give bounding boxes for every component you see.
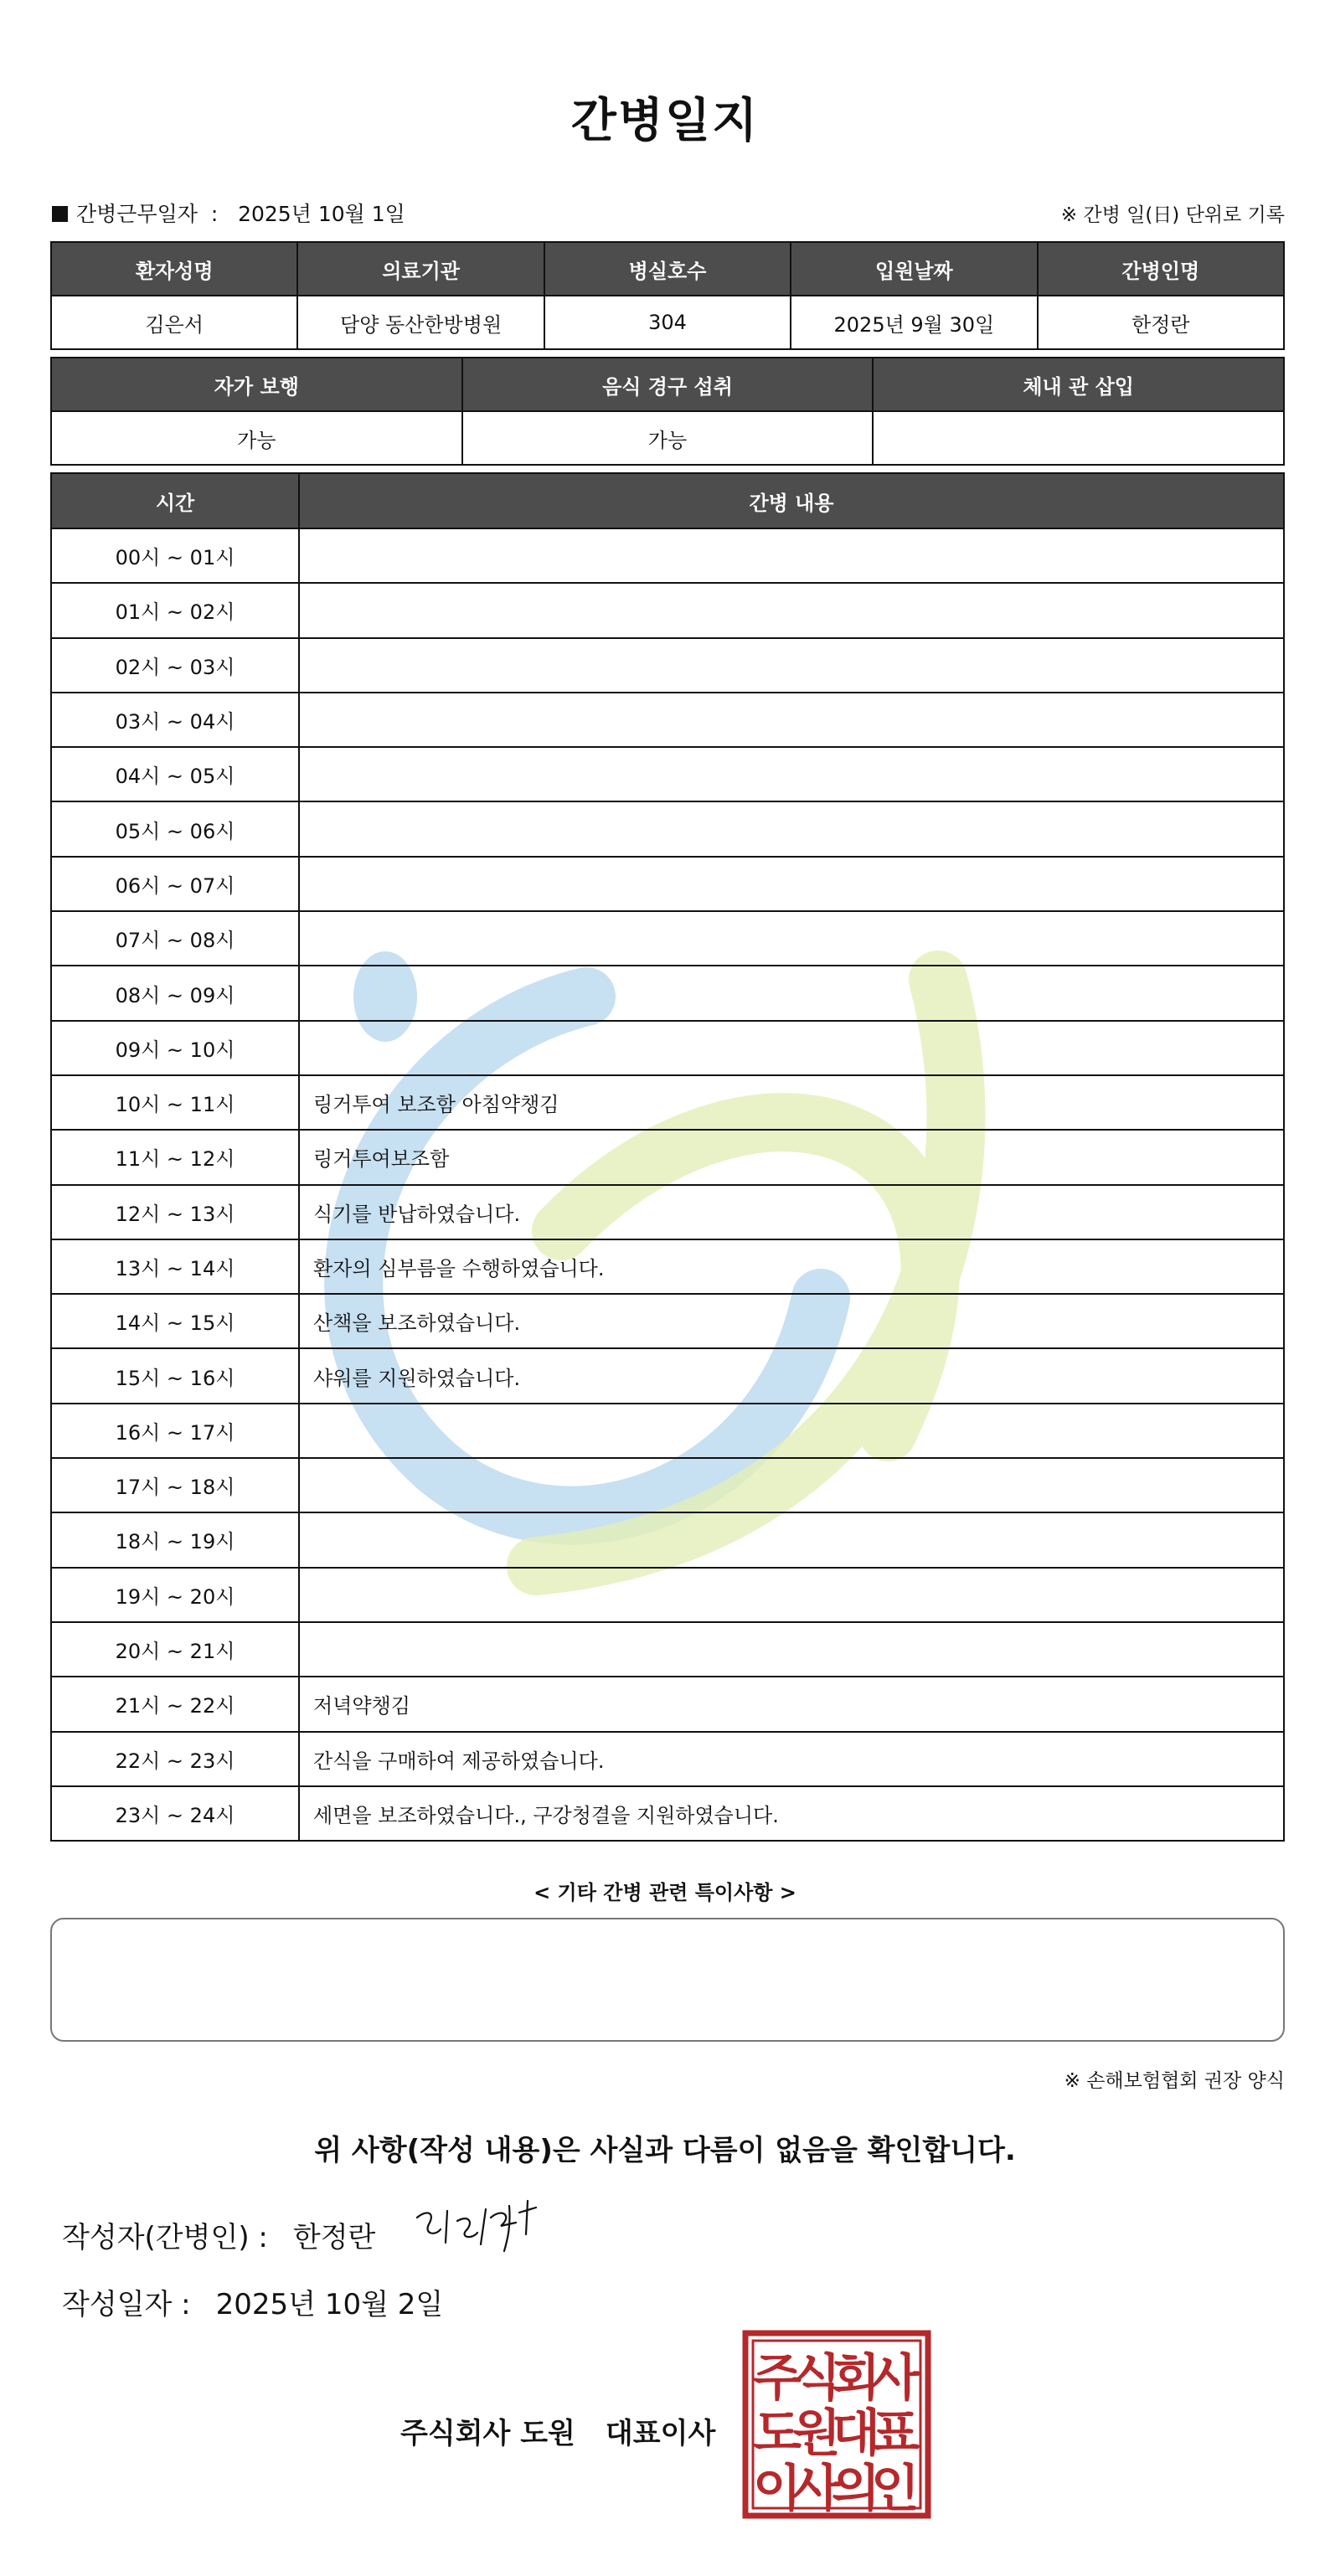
care-content-cell: 산책을 보조하였습니다.: [299, 1294, 1284, 1348]
written-date-value: 2025년 10월 2일: [215, 2288, 444, 2321]
time-cell: 22시 ~ 23시: [51, 1732, 299, 1786]
table-row: [51, 1622, 1284, 1677]
company-seal: [742, 2330, 931, 2519]
header-admission-date: 입원날짜: [791, 242, 1037, 296]
tube-value: [873, 411, 1284, 465]
care-content-cell: 간식을 구매하여 제공하였습니다.: [299, 1732, 1284, 1786]
company-name: 주식회사 도원: [400, 2417, 575, 2450]
table-row: [51, 1239, 1284, 1294]
time-cell: 07시 ~ 08시: [51, 911, 299, 966]
time-cell: 20시 ~ 21시: [51, 1622, 299, 1677]
seal-glyph: 회: [832, 2349, 880, 2408]
care-content-cell: 세면을 보조하였습니다., 구강청결을 지원하였습니다.: [299, 1786, 1284, 1841]
table-row: [51, 1458, 1284, 1512]
bullet-square-icon: [52, 206, 68, 222]
seal-glyph: 의: [832, 2460, 880, 2518]
care-content-cell: [299, 911, 1284, 966]
confirm-statement: 위 사항(작성 내용)은 사실과 다름이 없음을 확인합니다.: [314, 2134, 1016, 2167]
insurance-note: ※ 손해보험협회 권장 양식: [1064, 2070, 1285, 2092]
caregiver-name: 한정란: [1038, 296, 1284, 349]
unit-note: ※ 간병 일(日) 단위로 기록: [1060, 204, 1285, 226]
time-cell: 00시 ~ 01시: [51, 528, 299, 583]
care-content-cell: [299, 528, 1284, 583]
care-log-table: [50, 472, 1285, 1842]
time-cell: 11시 ~ 12시: [51, 1130, 299, 1184]
time-cell: 09시 ~ 10시: [51, 1021, 299, 1075]
seal-glyph: 식: [792, 2349, 841, 2408]
care-content-cell: 링거투여보조함: [299, 1130, 1284, 1184]
remarks-title: < 기타 간병 관련 특이사항 >: [534, 1881, 796, 1904]
time-cell: 02시 ~ 03시: [51, 638, 299, 693]
header-patient-name: 환자성명: [51, 242, 297, 296]
seal-glyph: 사: [792, 2460, 841, 2518]
work-date: [52, 198, 405, 228]
company-role: 대표이사: [605, 2417, 716, 2450]
care-content-cell: [299, 1021, 1284, 1075]
care-content-cell: 링거투여 보조함 아침약챙김: [299, 1075, 1284, 1130]
time-cell: 10시 ~ 11시: [51, 1075, 299, 1130]
oral-intake-value: 가능: [462, 411, 874, 465]
table-row: [51, 528, 1284, 583]
care-content-cell: [299, 857, 1284, 911]
walking-value: 가능: [51, 411, 462, 465]
seal-glyph: 원: [792, 2404, 841, 2463]
seal-glyph: 대: [832, 2404, 880, 2463]
care-content-cell: [299, 1458, 1284, 1512]
table-row: [51, 1294, 1284, 1348]
table-row: [51, 1021, 1284, 1075]
table-row: [51, 1677, 1284, 1731]
care-content-cell: [299, 1404, 1284, 1458]
seal-glyph: 이: [753, 2460, 802, 2518]
table-row: [51, 1786, 1284, 1841]
seal-glyph: 표: [871, 2404, 920, 2463]
table-row: [51, 1568, 1284, 1622]
care-content-cell: 샤워를 지원하였습니다.: [299, 1348, 1284, 1403]
time-cell: 23시 ~ 24시: [51, 1786, 299, 1841]
time-cell: 18시 ~ 19시: [51, 1512, 299, 1567]
time-cell: 01시 ~ 02시: [51, 583, 299, 637]
header-caregiver: 간병인명: [1038, 242, 1284, 296]
time-cell: 21시 ~ 22시: [51, 1677, 299, 1731]
seal-glyph: 도: [753, 2404, 802, 2463]
company-line: [400, 2410, 715, 2451]
writer-name: 한정란: [292, 2221, 376, 2254]
seal-glyph: 사: [871, 2349, 920, 2408]
time-cell: 06시 ~ 07시: [51, 857, 299, 911]
work-date-sep: :: [210, 202, 219, 226]
header-oral-intake: 음식 경구 섭취: [462, 358, 874, 411]
page-title: 간병일지: [570, 94, 760, 148]
header-care-content: 간병 내용: [299, 473, 1284, 528]
care-content-cell: [299, 1568, 1284, 1622]
time-cell: 14시 ~ 15시: [51, 1294, 299, 1348]
writer-line: [62, 2214, 375, 2255]
table-row: [51, 1075, 1284, 1130]
remarks-box: [50, 1918, 1285, 2042]
table-row: [51, 747, 1284, 801]
seal-glyph: 주: [753, 2349, 802, 2408]
table-row: [51, 1130, 1284, 1184]
patient-name: 김은서: [51, 296, 297, 349]
care-content-cell: [299, 1622, 1284, 1677]
care-content-cell: 저녁약챙김: [299, 1677, 1284, 1731]
time-cell: 17시 ~ 18시: [51, 1458, 299, 1512]
time-cell: 12시 ~ 13시: [51, 1185, 299, 1239]
time-cell: 13시 ~ 14시: [51, 1239, 299, 1294]
table-row: [51, 1185, 1284, 1239]
care-content-cell: [299, 638, 1284, 693]
table-row: [51, 911, 1284, 966]
work-date-label: 간병근무일자: [76, 202, 198, 226]
table-row: [51, 1404, 1284, 1458]
table-row: [51, 1732, 1284, 1786]
header-time: 시간: [51, 473, 299, 528]
time-cell: 15시 ~ 16시: [51, 1348, 299, 1403]
patient-info-table: [50, 241, 1285, 350]
written-date-line: [62, 2281, 443, 2322]
signature: [410, 2192, 553, 2259]
care-content-cell: [299, 1512, 1284, 1567]
time-cell: 03시 ~ 04시: [51, 693, 299, 747]
hospital: 담양 동산한방병원: [297, 296, 544, 349]
table-row: [51, 801, 1284, 856]
care-content-cell: 환자의 심부름을 수행하였습니다.: [299, 1239, 1284, 1294]
header-walking: 자가 보행: [51, 358, 462, 411]
work-date-value: 2025년 10월 1일: [238, 202, 405, 226]
care-content-cell: [299, 583, 1284, 637]
room-number: 304: [544, 296, 791, 349]
written-date-label: 작성일자 :: [62, 2288, 191, 2321]
table-row: [51, 693, 1284, 747]
care-content-cell: [299, 966, 1284, 1020]
table-row: [51, 583, 1284, 637]
header-room: 병실호수: [544, 242, 791, 296]
time-cell: 05시 ~ 06시: [51, 801, 299, 856]
time-cell: 16시 ~ 17시: [51, 1404, 299, 1458]
care-content-cell: [299, 801, 1284, 856]
header-hospital: 의료기관: [297, 242, 544, 296]
admission-date: 2025년 9월 30일: [791, 296, 1037, 349]
table-row: [51, 1512, 1284, 1567]
table-row: [51, 966, 1284, 1020]
table-row: [51, 1348, 1284, 1403]
table-row: [51, 638, 1284, 693]
care-content-cell: [299, 693, 1284, 747]
time-cell: 04시 ~ 05시: [51, 747, 299, 801]
time-cell: 19시 ~ 20시: [51, 1568, 299, 1622]
patient-status-table: [50, 357, 1285, 466]
writer-label: 작성자(간병인) :: [62, 2221, 268, 2254]
care-content-cell: 식기를 반납하였습니다.: [299, 1185, 1284, 1239]
seal-glyph: 인: [871, 2460, 920, 2518]
time-cell: 08시 ~ 09시: [51, 966, 299, 1020]
table-row: [51, 857, 1284, 911]
care-content-cell: [299, 747, 1284, 801]
header-tube: 체내 관 삽입: [873, 358, 1284, 411]
